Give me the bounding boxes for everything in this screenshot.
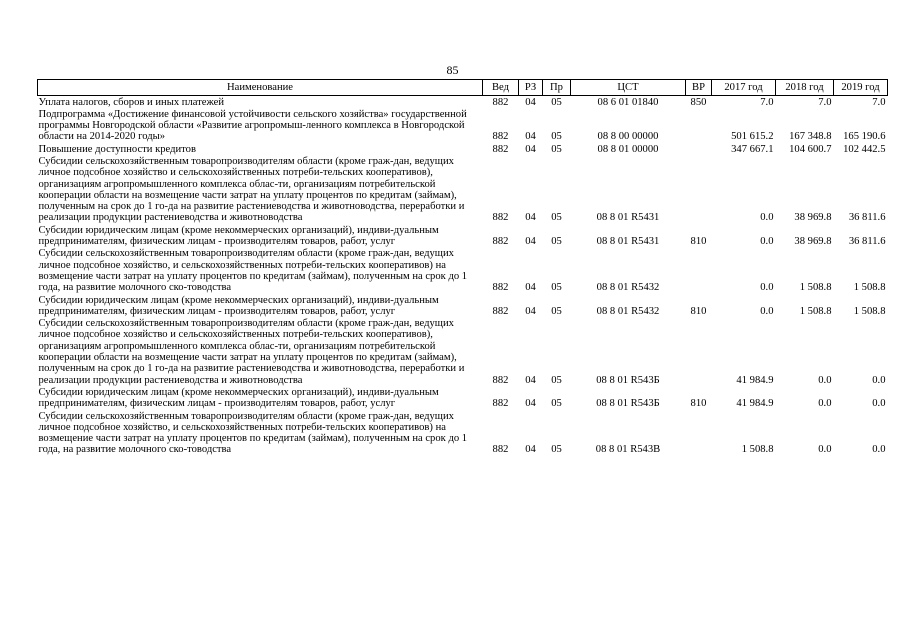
row-vr: [686, 143, 712, 155]
row-rz: 04: [525, 212, 536, 224]
header-pr: Пр: [543, 80, 571, 96]
row-rz: 04: [525, 374, 536, 386]
row-2019-amount: 0.0: [872, 374, 886, 386]
row-cst: 08 8 01 R5432: [596, 282, 660, 294]
header-rz: РЗ: [519, 80, 543, 96]
row-cst: 08 8 01 R543Б: [596, 374, 660, 386]
row-2018-amount: 167 348.8: [789, 131, 832, 143]
row-rz: 04: [525, 236, 536, 248]
row-name: Субсидии сельскохозяйственным товаропроизводителям области (кроме граж-дан, ведущих личное подсобное хозяйство, и сельскохозяйственных потреби-тельских кооперативов) на возмещение части затрат на уплату процентов по кредитам (займам), полученным на срок до 1 года, на развитие молочного ско-товодства: [38, 410, 468, 456]
page-number: 85: [446, 63, 459, 77]
row-pr: 05: [551, 444, 562, 456]
row-rz: 04: [525, 305, 536, 317]
row-2017-amount: 0.0: [760, 282, 774, 294]
row-2018-amount: 1 508.8: [799, 282, 832, 294]
row-name: Субсидии сельскохозяйственным товаропроизводителям области (кроме граж-дан, ведущих личное подсобное хозяйство и сельскохозяйственных потреби-тельских кооперативов), организациям агропромышленного комплекса облас-ти, организациям потребительской кооперации области на возмещение части затрат на уплату процентов по кредитам (займам), полученным на срок до 1 го-да на развитие растениеводства и животноводства, переработки и реализации продукции растениеводства и животноводства: [38, 318, 465, 386]
table-row: [38, 386, 888, 410]
row-pr: 05: [551, 236, 562, 248]
table-row: [38, 224, 888, 248]
row-vr: 850: [690, 96, 707, 108]
row-2018-amount: 0.0: [818, 374, 832, 386]
row-2018-amount: 7.0: [818, 96, 832, 108]
row-rz: 04: [525, 96, 536, 108]
row-pr: 05: [551, 212, 562, 224]
table-row: [38, 143, 888, 155]
row-2018-amount: 1 508.8: [799, 305, 832, 317]
row-pr: 05: [551, 143, 562, 155]
table-body: [38, 96, 888, 457]
row-name: Подпрограмма «Достижение финансовой устойчивости сельского хозяйства» государственной программы Новгородской области «Развитие агропромыш-ленного комплекса в Новгородской области на 2014-2020 годы»: [38, 108, 467, 143]
row-2019-amount: 1 508.8: [853, 305, 886, 317]
row-2017-amount: 41 984.9: [736, 374, 774, 386]
row-cst: 08 8 01 00000: [597, 143, 659, 155]
row-ved: 882: [492, 131, 509, 143]
row-rz: 04: [525, 444, 536, 456]
row-2017-amount: 0.0: [760, 236, 774, 248]
row-ved: 882: [492, 444, 509, 456]
row-name: Субсидии юридическим лицам (кроме некоммерческих организаций), индиви-дуальным предпринимателям, физическим лицам - производителям товаров, работ, услуг: [38, 294, 439, 317]
row-name: Субсидии юридическим лицам (кроме некоммерческих организаций), индиви-дуальным предпринимателям, физическим лицам - производителям товаров, работ, услуг: [38, 386, 439, 410]
row-rz: 04: [525, 143, 536, 155]
row-cst: 08 8 00 00000: [597, 131, 659, 143]
row-name: Субсидии сельскохозяйственным товаропроизводителям области (кроме граж-дан, ведущих личное подсобное хозяйство и сельскохозяйственных потреби-тельских кооперативов), организациям агропромышленного комплекса облас-ти, организациям потребительской кооперации области на возмещение части затрат на уплату процентов по кредитам (займам), полученным на срок до 1 го-да на развитие растениеводства и животноводства, переработки и реализации продукции растениеводства и животноводства: [38, 155, 465, 224]
row-cst: 08 8 01 R5432: [596, 305, 660, 317]
row-2017-amount: 347 667.1: [731, 143, 774, 155]
table-row: [38, 155, 888, 224]
row-2019-amount: 0.0: [872, 398, 886, 410]
row-vr: 810: [690, 398, 707, 410]
row-cst: 08 8 01 R5431: [596, 212, 660, 224]
row-vr: [686, 108, 712, 143]
table-row: [38, 96, 888, 109]
row-ved: 882: [492, 143, 509, 155]
row-vr: [686, 410, 712, 456]
row-cst: 08 8 01 R543Б: [596, 398, 660, 410]
header-cst: ЦСТ: [571, 80, 686, 96]
header-2018: 2018 год: [776, 80, 834, 96]
table-row: [38, 318, 888, 387]
row-2017-amount: 41 984.9: [736, 398, 774, 410]
row-2018-amount: 0.0: [818, 398, 832, 410]
row-pr: 05: [551, 96, 562, 108]
row-2018-amount: 38 969.8: [794, 212, 832, 224]
row-vr: [686, 318, 712, 387]
row-2019-amount: 0.0: [872, 444, 886, 456]
row-pr: 05: [551, 131, 562, 143]
budget-table: [37, 79, 888, 456]
row-pr: 05: [551, 305, 562, 317]
row-vr: 810: [690, 236, 707, 248]
row-name: Субсидии юридическим лицам (кроме некоммерческих организаций), индиви-дуальным предпринимателям, физическим лицам - производителям товаров, работ, услуг: [38, 224, 439, 248]
row-name: Повышение доступности кредитов: [38, 143, 196, 155]
row-ved: 882: [492, 282, 509, 294]
row-pr: 05: [551, 374, 562, 386]
row-rz: 04: [525, 282, 536, 294]
row-ved: 882: [492, 398, 509, 410]
table-row: [38, 410, 888, 456]
row-ved: 882: [492, 212, 509, 224]
row-name: Уплата налогов, сборов и иных платежей: [38, 96, 225, 108]
table-row: [38, 108, 888, 143]
table-header-row: [38, 80, 888, 96]
row-2017-amount: 0.0: [760, 212, 774, 224]
row-2018-amount: 0.0: [818, 444, 832, 456]
row-cst: 08 6 01 01840: [597, 96, 659, 108]
row-pr: 05: [551, 398, 562, 410]
row-2019-amount: 36 811.6: [848, 212, 886, 224]
row-ved: 882: [492, 96, 509, 108]
row-rz: 04: [525, 398, 536, 410]
row-vr: 810: [690, 305, 707, 317]
row-2017-amount: 501 615.2: [731, 131, 774, 143]
row-ved: 882: [492, 374, 509, 386]
row-2019-amount: 1 508.8: [853, 282, 886, 294]
row-2017-amount: 1 508.8: [741, 444, 774, 456]
row-cst: 08 8 01 R543В: [595, 444, 661, 456]
row-2018-amount: 38 969.8: [794, 236, 832, 248]
row-name: Субсидии сельскохозяйственным товаропроизводителям области (кроме граж-дан, ведущих личное подсобное хозяйство, и сельскохозяйственных потреби-тельских кооперативов) на возмещение части затрат на уплату процентов по кредитам (займам), полученным на срок до 1 года, на развитие молочного ско-товодства: [38, 248, 468, 294]
header-ved: Вед: [483, 80, 519, 96]
row-2017-amount: 7.0: [760, 96, 774, 108]
row-ved: 882: [492, 305, 509, 317]
row-ved: 882: [492, 236, 509, 248]
header-2017: 2017 год: [712, 80, 776, 96]
row-2019-amount: 102 442.5: [843, 143, 886, 155]
row-pr: 05: [551, 282, 562, 294]
row-cst: 08 8 01 R5431: [596, 236, 660, 248]
row-2017-amount: 0.0: [760, 305, 774, 317]
row-rz: 04: [525, 131, 536, 143]
header-vr: ВР: [686, 80, 712, 96]
row-vr: [686, 155, 712, 224]
table-row: [38, 294, 888, 318]
header-name: Наименование: [38, 80, 483, 96]
row-2018-amount: 104 600.7: [789, 143, 832, 155]
table-row: [38, 248, 888, 294]
row-vr: [686, 248, 712, 294]
row-2019-amount: 7.0: [872, 96, 886, 108]
row-2019-amount: 36 811.6: [848, 236, 886, 248]
row-2019-amount: 165 190.6: [843, 131, 886, 143]
header-2019: 2019 год: [834, 80, 888, 96]
